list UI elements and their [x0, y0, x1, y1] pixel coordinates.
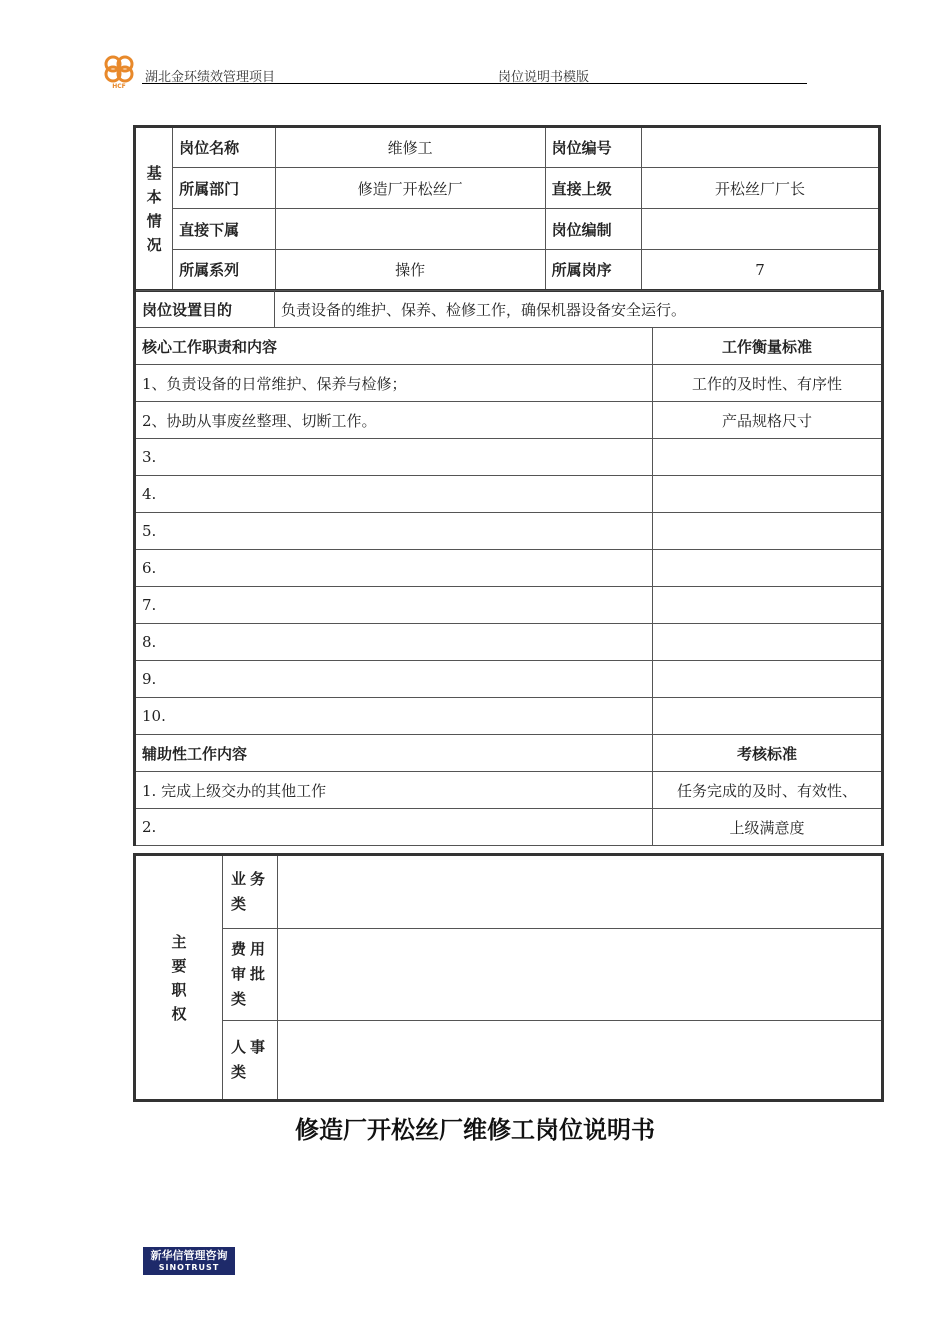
authority-label-personnel: 人事类 — [223, 1021, 278, 1101]
aux-text: 1. 完成上级交办的其他工作 — [135, 772, 653, 809]
duty-standard — [653, 587, 883, 624]
duty-text: 8. — [135, 624, 653, 661]
document-title: 修造厂开松丝厂维修工岗位说明书 — [295, 1116, 655, 1144]
document-type: 岗位说明书模版 — [498, 70, 590, 85]
svg-text:HCF: HCF — [112, 83, 126, 90]
duties-table — [133, 290, 884, 846]
duty-text: 2、协助从事废丝整理、切断工作。 — [135, 402, 653, 439]
table-row — [135, 698, 883, 735]
table-row — [135, 439, 883, 476]
duty-text: 9. — [135, 661, 653, 698]
duty-text: 4. — [135, 476, 653, 513]
core-standard-header: 工作衡量标准 — [653, 328, 883, 365]
table-row — [135, 402, 883, 439]
table-row — [135, 772, 883, 809]
table-row — [135, 661, 883, 698]
page-header — [100, 52, 810, 92]
authority-section-label: 主 要 职 权 — [135, 855, 223, 1101]
logo-en-text: SINOTRUST — [158, 1263, 220, 1272]
duty-text: 5. — [135, 513, 653, 550]
table-row — [135, 809, 883, 846]
table-row — [135, 365, 883, 402]
header-rule — [142, 83, 807, 84]
table-row — [135, 513, 883, 550]
duty-text: 3. — [135, 439, 653, 476]
field-value-department: 修造厂开松丝厂 — [275, 168, 545, 209]
table-row — [135, 550, 883, 587]
authority-value-expense — [278, 929, 883, 1021]
field-value-series: 操作 — [275, 250, 545, 291]
duty-standard: 工作的及时性、有序性 — [653, 365, 883, 402]
field-label-supervisor: 直接上级 — [545, 168, 641, 209]
basic-info-section-label: 基 本 情 况 — [135, 127, 173, 291]
duty-text: 10. — [135, 698, 653, 735]
duty-standard — [653, 550, 883, 587]
aux-standard: 任务完成的及时、有效性、 — [653, 772, 883, 809]
authority-label-expense: 费用审批类 — [223, 929, 278, 1021]
basic-info-table — [133, 125, 881, 292]
duty-text: 1、负责设备的日常维护、保养与检修； — [135, 365, 653, 402]
field-value-position-code — [642, 127, 880, 168]
field-label-subordinates: 直接下属 — [173, 209, 275, 250]
field-label-position-code: 岗位编号 — [545, 127, 641, 168]
table-row — [135, 587, 883, 624]
field-value-grade: 7 — [642, 250, 880, 291]
hcf-logo-icon — [100, 52, 138, 90]
field-value-subordinates — [275, 209, 545, 250]
field-label-headcount: 岗位编制 — [545, 209, 641, 250]
field-label-department: 所属部门 — [173, 168, 275, 209]
duty-standard — [653, 476, 883, 513]
table-row — [135, 624, 883, 661]
duty-standard — [653, 624, 883, 661]
aux-standard: 上级满意度 — [653, 809, 883, 846]
duty-standard — [653, 439, 883, 476]
field-label-position-name: 岗位名称 — [173, 127, 275, 168]
aux-standard-header: 考核标准 — [653, 735, 883, 772]
field-value-supervisor: 开松丝厂厂长 — [642, 168, 880, 209]
duty-standard — [653, 698, 883, 735]
core-duties-header: 核心工作职责和内容 — [135, 328, 653, 365]
authority-table — [133, 853, 884, 1102]
purpose-value: 负责设备的维护、保养、检修工作，确保机器设备安全运行。 — [275, 291, 883, 328]
sinotrust-logo — [143, 1247, 235, 1275]
field-value-position-name: 维修工 — [275, 127, 545, 168]
duty-standard: 产品规格尺寸 — [653, 402, 883, 439]
purpose-label: 岗位设置目的 — [135, 291, 275, 328]
authority-value-personnel — [278, 1021, 883, 1101]
company-project-name: 湖北金环绩效管理项目 — [145, 70, 276, 85]
field-label-series: 所属系列 — [173, 250, 275, 291]
authority-value-business — [278, 855, 883, 929]
duty-text: 6. — [135, 550, 653, 587]
table-row — [135, 476, 883, 513]
duty-standard — [653, 661, 883, 698]
field-value-headcount — [642, 209, 880, 250]
logo-cn-text: 新华信管理咨询 — [150, 1249, 228, 1262]
aux-text: 2. — [135, 809, 653, 846]
duty-standard — [653, 513, 883, 550]
authority-label-business: 业务类 — [223, 855, 278, 929]
field-label-grade: 所属岗序 — [545, 250, 641, 291]
aux-duties-header: 辅助性工作内容 — [135, 735, 653, 772]
duty-text: 7. — [135, 587, 653, 624]
